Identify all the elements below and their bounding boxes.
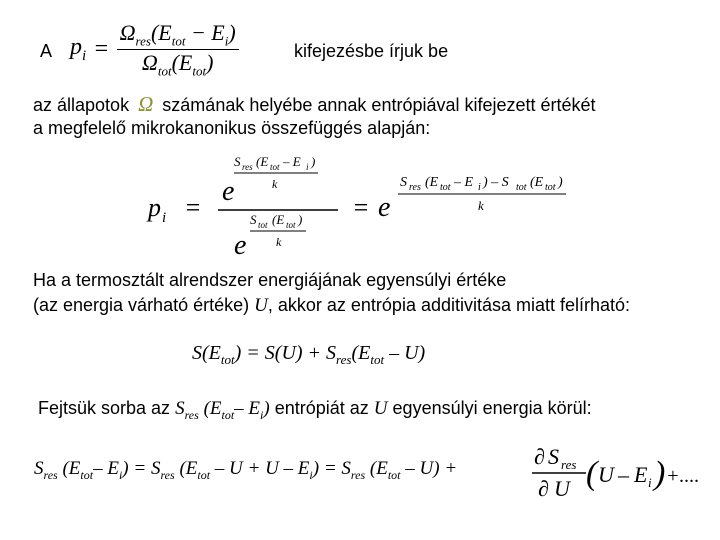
svg-text:(E: (E [425, 175, 439, 190]
svg-text:–: – [618, 462, 629, 487]
para1-line1-start: az állapotok [33, 95, 130, 115]
svg-text:S: S [548, 444, 559, 469]
svg-text:e: e [222, 176, 235, 207]
svg-text:res: res [561, 457, 577, 472]
svg-text:S: S [250, 212, 257, 227]
taylor-equation-left: $S_{res}$ ($E_{tot}-$ $E_i) = S_{res}$ $(E_{tot} - U + U - E_i) = S_{res}$ $(E_{tot} - U)$ + [34, 458, 458, 482]
svg-text:tot: tot [286, 220, 296, 230]
para2-line1: Ha a termosztált alrendszer energiájának egyensúlyi értéke [33, 270, 507, 290]
svg-text:=: = [184, 193, 202, 222]
svg-text:k: k [272, 177, 278, 191]
svg-text:res: res [242, 162, 253, 172]
svg-text:∂: ∂ [534, 444, 545, 469]
svg-text:res: res [409, 182, 421, 193]
svg-text:i: i [306, 162, 309, 172]
para3-end: egyensúlyi energia körül: [392, 398, 592, 418]
svg-text:) – S: ) – S [483, 175, 509, 190]
svg-text:tot: tot [440, 182, 451, 193]
probability-equation: $p_i$ = $\frac{\Omega_{res}(E_{tot} - E_i)}{\Omega_{tot}(E_{tot})}$ [70, 20, 239, 80]
para1-line1 [33, 92, 596, 117]
para3-middle: entrópiát az [274, 398, 369, 418]
svg-text:): ) [654, 455, 666, 492]
svg-text:(E: (E [530, 175, 544, 190]
svg-text:tot: tot [516, 182, 527, 193]
intro-prefix: A [40, 41, 53, 61]
para2-line2-end: , akkor az entrópia additivitása miatt felírható: [267, 295, 631, 315]
para1-line2: a megfelelő mikrokanonikus összefüggés alapján: [33, 118, 431, 138]
svg-text:i: i [478, 182, 481, 193]
svg-text:): ) [298, 212, 303, 227]
svg-text:+....: +.... [666, 465, 700, 487]
para3-start: Fejtsük sorba az [38, 398, 171, 418]
entropy-equation: $S(E_{tot}) = S(U) + S_{res}(E_{tot} - U)$ [192, 342, 426, 367]
svg-text:): ) [311, 154, 316, 169]
svg-text:E: E [634, 462, 648, 487]
svg-text:e: e [378, 192, 391, 223]
svg-text:=: = [352, 193, 370, 222]
taylor-derivative-term [526, 440, 716, 502]
svg-text:∂: ∂ [538, 476, 549, 501]
svg-text:i: i [162, 210, 167, 226]
para1-line1-end: számának helyébe annak entrópiával kifejezett értékét [162, 95, 596, 115]
svg-text:tot: tot [545, 182, 556, 193]
omega-symbol: Ω [138, 92, 154, 116]
svg-text:e: e [234, 230, 247, 260]
svg-text:S: S [234, 154, 241, 169]
para2-line2 [33, 295, 630, 317]
para3-line: Fejtsük sorba az $S_{res}$ ($E_{tot}-$ $E_i$) entrópiát az U egyensúlyi energia körül: [38, 398, 592, 422]
intro-suffix: kifejezésbe írjuk be [294, 41, 449, 61]
exponential-equation [140, 148, 580, 260]
svg-text:i: i [648, 475, 652, 490]
svg-text:p: p [148, 193, 161, 222]
svg-text:tot: tot [258, 220, 268, 230]
var-u: U [254, 295, 268, 316]
svg-text:U: U [598, 462, 614, 487]
svg-text:(E: (E [272, 212, 285, 227]
svg-text:): ) [558, 175, 563, 190]
svg-text:tot: tot [270, 162, 280, 172]
svg-text:– E: – E [283, 154, 301, 169]
svg-text:U: U [554, 476, 570, 501]
para2-line2-start: (az energia várható értéke) [33, 295, 250, 315]
svg-text:k: k [276, 235, 282, 249]
svg-text:(: ( [586, 455, 598, 492]
svg-text:– E: – E [454, 175, 474, 190]
svg-text:k: k [478, 198, 484, 213]
svg-text:(E: (E [256, 154, 269, 169]
svg-text:S: S [400, 175, 407, 190]
